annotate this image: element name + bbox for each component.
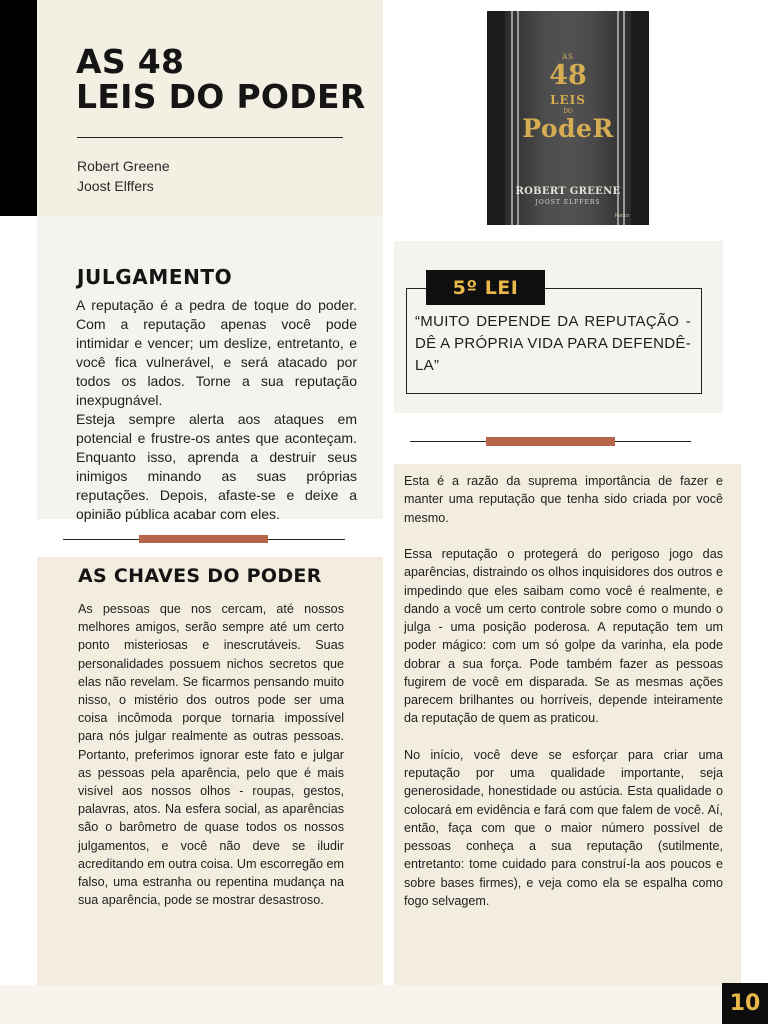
cover-coauthor: JOOST ELFFERS xyxy=(535,199,601,206)
cover-number: 48 xyxy=(549,60,587,91)
cover-as: AS xyxy=(562,53,574,61)
black-side-strip xyxy=(0,0,37,216)
cover-leis: LEIS xyxy=(550,93,586,107)
left-divider-accent xyxy=(139,535,268,543)
cover-poder: PodeR xyxy=(522,114,614,143)
right-column-text xyxy=(404,472,723,928)
chaves-heading: AS CHAVES DO PODER xyxy=(78,565,322,587)
right-paragraph-3: No início, você deve se esforçar para criar uma reputação por uma qualidade importante, seja generosidade, honestidade ou astúcia. Esta qualidade o colocará em evidência e fará com que falem de você. Aí, então, faça com que o maior número possível de pessoas conheça a sua reputação (sutilmente, entretanto: tome cuidado para construí-la aos poucos e sobre bases firmes), e veja como ela se espalha como fogo selvagem. xyxy=(404,747,723,908)
julgamento-paragraph-1: A reputação é a pedra de toque do poder. Com a reputação apenas você pode intimidar e vencer; um deslize, entretanto, e você fica vulnerável, e será atacado por todos os lados. Torne a sua reputação inexpugnável. xyxy=(76,297,357,408)
title-line-2: LEIS DO PODER xyxy=(76,77,366,116)
author-1: Robert Greene xyxy=(77,158,170,174)
author-2: Joost Elffers xyxy=(77,178,154,194)
title-line-1: AS 48 xyxy=(76,42,185,81)
lei-badge: 5º LEI xyxy=(426,270,545,305)
cover-publisher: Rocco xyxy=(615,213,630,219)
right-paragraph-1: Esta é a razão da suprema importância de fazer e manter uma reputação que tenha sido criada por você mesmo. xyxy=(404,474,723,525)
lei-quote: “MUITO DEPENDE DA REPUTAÇÃO - DÊ A PRÓPRIA VIDA PARA DEFENDÊ-LA” xyxy=(415,313,691,374)
chaves-text: As pessoas que nos cercam, até nossos melhores amigos, serão sempre até um certo ponto misteriosas e inescrutáveis. Suas personalidades possuem nichos secretos que elas não revelam. Se ficarmos pensando muito nisso, o mistério dos outros pode ser uma coisa incômoda porque tornaria impossível para nós julgar realmente as outras pessoas. Portanto, preferimos ignorar este fato e julgar as pessoas pela aparência, pelo que é mais visível aos nossos olhos - roupas, gestos, palavras, atos. Na esfera social, as aparências são o barômetro de quase todos os nossos julgamentos, e você não deve se iludir acreditando em outra coisa. Um escorregão em falso, uma estranha ou repentina mudança na sua aparência, pode se mostrar desastroso. xyxy=(78,602,344,908)
book-cover-image xyxy=(487,11,649,225)
header-divider xyxy=(77,137,343,138)
cover-do: DO xyxy=(563,108,573,115)
bottom-band xyxy=(0,985,768,1024)
julgamento-paragraph-2: Esteja sempre alerta aos ataques em potencial e frustre-os antes que aconteçam. Enquanto isso, aprenda a destruir seus inimigos minando as suas próprias reputações. Depois, afaste-se e deixe a opinião pública acabar com eles. xyxy=(76,411,357,522)
cover-author: ROBERT GREENE xyxy=(515,186,621,197)
julgamento-heading: JULGAMENTO xyxy=(77,265,233,289)
authors xyxy=(77,156,170,196)
page-title xyxy=(76,44,366,114)
right-divider-accent xyxy=(486,437,615,446)
right-paragraph-2: Essa reputação o protegerá do perigoso jogo das aparências, distraindo os olhos inquisidores dos outros e impedindo que eles saibam como você é realmente, e dando a você um certo controle sobre como o mundo o julga - uma posição poderosa. A reputação tem um poder mágico: com um só golpe da varinha, ela pode dobrar a sua força. Pode também fazer as pessoas fugirem de você em disparada. Se as mesmas ações parecem brilhantes ou horríveis, depende inteiramente da reputação de quem as praticou. xyxy=(404,547,723,726)
julgamento-text xyxy=(76,296,357,524)
page-number: 10 xyxy=(722,983,768,1024)
